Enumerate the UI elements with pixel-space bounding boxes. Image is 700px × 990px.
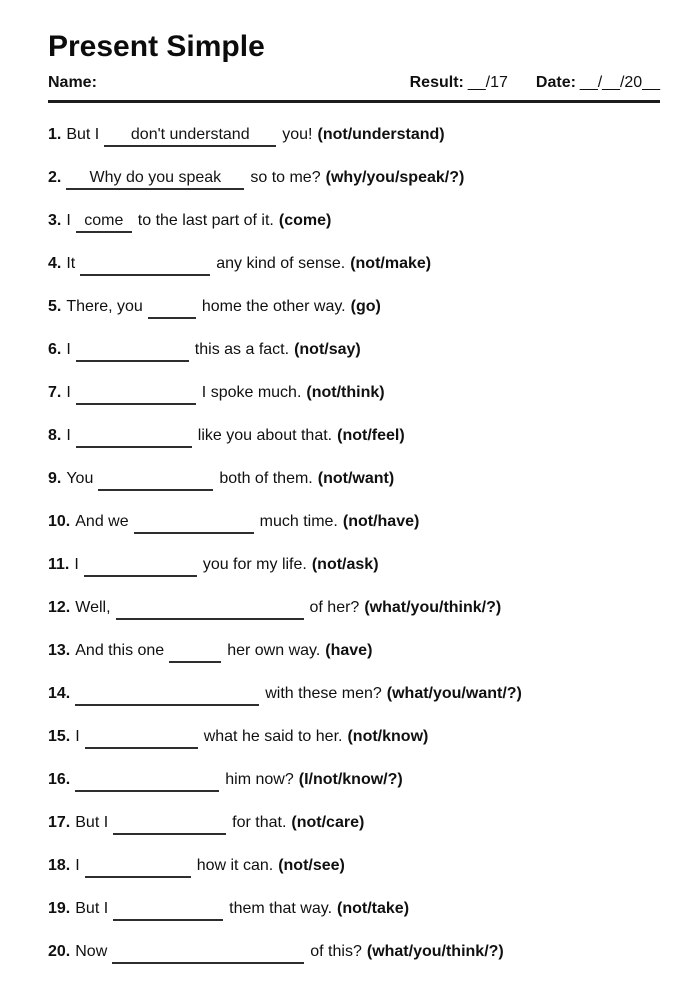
exercise-item (48, 727, 660, 749)
item-hint: (not/know) (347, 728, 429, 745)
answer-blank (76, 426, 192, 448)
item-number: 2. (48, 169, 62, 186)
item-number: 14. (48, 685, 71, 702)
answer-blank (76, 383, 196, 405)
item-hint: (what/you/think/?) (366, 943, 504, 960)
answer-blank (116, 598, 304, 620)
item-number: 1. (48, 126, 62, 143)
item-number: 6. (48, 341, 62, 358)
header-meta-row (48, 73, 660, 93)
item-hint: (I/not/know/?) (298, 771, 403, 788)
item-number: 5. (48, 298, 62, 315)
answer-blank (148, 297, 196, 319)
exercise-item (48, 770, 660, 792)
exercise-item (48, 383, 660, 405)
date-value: __/__/20__ (579, 74, 660, 91)
item-number: 19. (48, 900, 71, 917)
item-pre-text: But I (66, 126, 100, 143)
answer-text: don't understand (130, 126, 250, 143)
exercise-item (48, 899, 660, 921)
exercise-list (48, 125, 660, 964)
item-post-text: of her? (309, 599, 360, 616)
exercise-item (48, 426, 660, 448)
item-pre-text: I (66, 427, 71, 444)
exercise-item (48, 125, 660, 147)
item-hint: (not/feel) (337, 427, 405, 444)
answer-blank (75, 770, 219, 792)
item-hint: (come) (278, 212, 332, 229)
header-divider (48, 100, 660, 103)
item-pre-text: I (75, 857, 80, 874)
item-pre-text: But I (75, 900, 109, 917)
exercise-item (48, 555, 660, 577)
exercise-item (48, 598, 660, 620)
exercise-item (48, 297, 660, 319)
answer-blank (85, 856, 191, 878)
item-post-text: them that way. (229, 900, 333, 917)
answer-text: Why do you speak (89, 169, 222, 186)
item-post-text: so to me? (250, 169, 321, 186)
result-value: __/17 (467, 74, 508, 91)
answer-blank (98, 469, 213, 491)
item-post-text: any kind of sense. (216, 255, 346, 272)
item-post-text: with these men? (265, 685, 382, 702)
item-hint: (not/take) (337, 900, 410, 917)
item-number: 4. (48, 255, 62, 272)
result-field (410, 74, 508, 91)
answer-blank (112, 942, 304, 964)
item-post-text: both of them. (219, 470, 313, 487)
item-post-text: you for my life. (202, 556, 307, 573)
item-hint: (what/you/want/?) (386, 685, 522, 702)
item-number: 10. (48, 513, 71, 530)
exercise-item (48, 641, 660, 663)
item-hint: (not/understand) (317, 126, 445, 143)
date-label: Date: (535, 74, 576, 91)
item-pre-text: Now (75, 943, 108, 960)
answer-blank (85, 727, 198, 749)
item-hint: (go) (350, 298, 381, 315)
exercise-item (48, 942, 660, 964)
worksheet-title: Present Simple (48, 30, 265, 63)
answer-blank (66, 168, 244, 190)
item-post-text: for that. (232, 814, 287, 831)
exercise-item (48, 469, 660, 491)
item-pre-text: And this one (75, 642, 165, 659)
item-post-text: what he said to her. (203, 728, 343, 745)
item-hint: (not/want) (317, 470, 395, 487)
item-number: 20. (48, 943, 71, 960)
item-post-text: much time. (259, 513, 338, 530)
item-pre-text: I (75, 728, 80, 745)
date-field (536, 74, 660, 91)
answer-blank (76, 211, 132, 233)
item-number: 12. (48, 599, 71, 616)
item-hint: (what/you/think/?) (364, 599, 502, 616)
exercise-item (48, 211, 660, 233)
header-meta-right (410, 73, 660, 93)
exercise-item (48, 512, 660, 534)
item-post-text: like you about that. (197, 427, 333, 444)
item-hint: (why/you/speak/?) (325, 169, 465, 186)
exercise-item (48, 856, 660, 878)
item-hint: (have) (325, 642, 373, 659)
item-pre-text: There, you (66, 298, 143, 315)
item-number: 13. (48, 642, 71, 659)
item-hint: (not/ask) (311, 556, 379, 573)
answer-blank (113, 899, 223, 921)
result-label: Result: (409, 74, 464, 91)
item-number: 16. (48, 771, 71, 788)
item-pre-text: Well, (75, 599, 111, 616)
answer-blank (84, 555, 197, 577)
item-post-text: to the last part of it. (137, 212, 274, 229)
exercise-item (48, 254, 660, 276)
exercise-item (48, 168, 660, 190)
item-number: 9. (48, 470, 62, 487)
item-pre-text: But I (75, 814, 109, 831)
item-pre-text: You (66, 470, 94, 487)
item-post-text: of this? (310, 943, 362, 960)
answer-blank (134, 512, 254, 534)
item-post-text: I spoke much. (201, 384, 302, 401)
item-post-text: this as a fact. (194, 341, 290, 358)
item-number: 18. (48, 857, 71, 874)
item-hint: (not/say) (294, 341, 361, 358)
item-number: 7. (48, 384, 62, 401)
exercise-item (48, 684, 660, 706)
answer-blank (113, 813, 226, 835)
item-hint: (not/see) (278, 857, 345, 874)
answer-blank (75, 684, 259, 706)
exercise-item (48, 340, 660, 362)
item-post-text: her own way. (227, 642, 321, 659)
item-post-text: home the other way. (201, 298, 346, 315)
answer-blank (104, 125, 276, 147)
item-post-text: him now? (225, 771, 294, 788)
item-hint: (not/care) (291, 814, 365, 831)
answer-text: come (84, 212, 124, 229)
item-pre-text: And we (75, 513, 129, 530)
item-hint: (not/think) (306, 384, 385, 401)
item-hint: (not/make) (350, 255, 432, 272)
item-pre-text: It (66, 255, 76, 272)
item-post-text: how it can. (196, 857, 274, 874)
item-number: 17. (48, 814, 71, 831)
item-number: 8. (48, 427, 62, 444)
item-pre-text: I (66, 384, 71, 401)
answer-blank (169, 641, 221, 663)
answer-blank (76, 340, 189, 362)
item-number: 15. (48, 728, 71, 745)
answer-blank (80, 254, 210, 276)
name-label: Name: (48, 74, 97, 91)
exercise-item (48, 813, 660, 835)
item-pre-text: I (74, 556, 79, 573)
item-number: 3. (48, 212, 62, 229)
item-pre-text: I (66, 212, 71, 229)
item-post-text: you! (282, 126, 313, 143)
item-number: 11. (48, 556, 70, 573)
item-hint: (not/have) (342, 513, 420, 530)
item-pre-text: I (66, 341, 71, 358)
